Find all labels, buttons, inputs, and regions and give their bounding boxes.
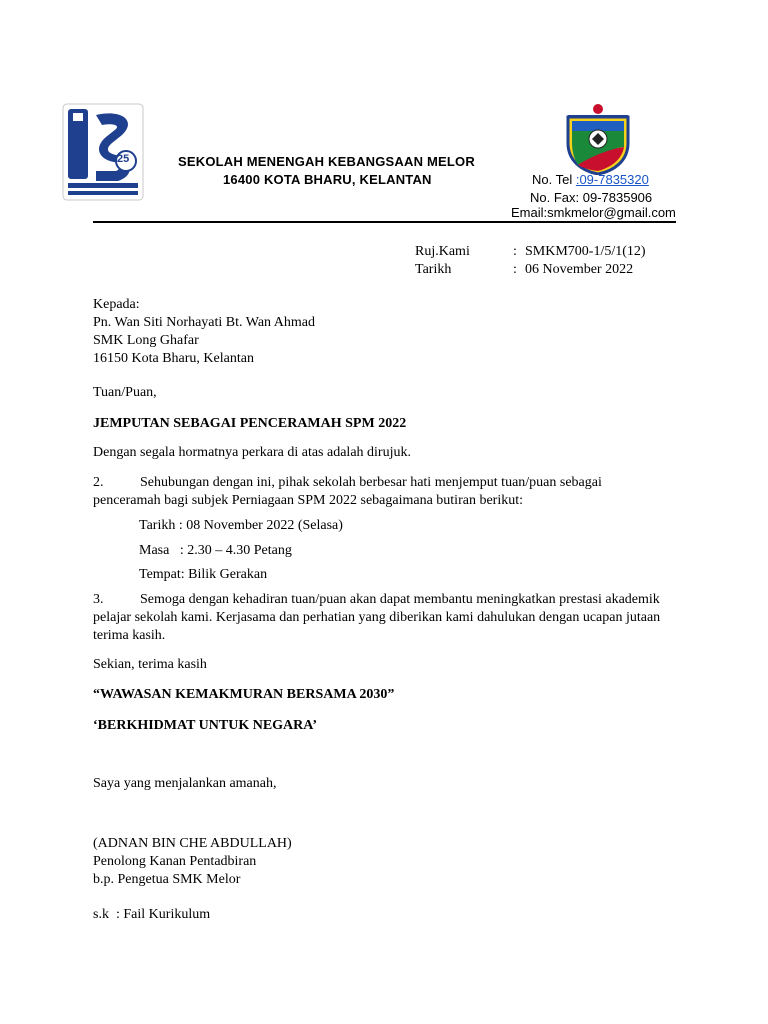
recipient-heading: Kepada:: [93, 297, 140, 312]
tel-link[interactable]: :09-7835320: [575, 172, 649, 187]
subject-heading: JEMPUTAN SEBAGAI PENCERAMAH SPM 2022: [93, 416, 407, 431]
detail-date: Tarikh : 08 November 2022 (Selasa): [139, 518, 343, 533]
cc-label: s.k: [93, 907, 109, 922]
school-transformation-logo-svg: [62, 103, 144, 201]
signatory-title: Penolong Kanan Pentadbiran: [93, 854, 257, 869]
recipient-school: SMK Long Ghafar: [93, 333, 199, 348]
recipient-name: Pn. Wan Siti Norhayati Bt. Wan Ahmad: [93, 315, 315, 330]
recipient-address: 16150 Kota Bharu, Kelantan: [93, 351, 254, 366]
paragraph-3-line-1: Semoga dengan kehadiran tuan/puan akan dapat membantu meningkatkan prestasi akademik: [140, 592, 660, 607]
school-name: SEKOLAH MENENGAH KEBANGSAAN MELOR: [178, 154, 475, 169]
closing: Sekian, terima kasih: [93, 657, 207, 672]
tarikh-value: 06 November 2022: [525, 262, 634, 277]
email-line: Email:smkmelor@gmail.com: [511, 205, 676, 220]
logo-badge-text: 25: [117, 153, 130, 165]
salutation: Tuan/Puan,: [93, 385, 157, 400]
paragraph-1: Dengan segala hormatnya perkara di atas adalah dirujuk.: [93, 445, 411, 460]
school-crest-logo: [564, 103, 632, 175]
paragraph-2-line-1: Sehubungan dengan ini, pihak sekolah berbesar hati menjemput tuan/puan sebagai: [140, 475, 602, 490]
school-crest-icon: [564, 103, 632, 175]
school-address: 16400 KOTA BHARU, KELANTAN: [223, 172, 432, 187]
paragraph-2-line-2: penceramah bagi subjek Perniagaan SPM 2022 sebagaimana butiran berikut:: [93, 493, 523, 508]
signatory-on-behalf: b.p. Pengetua SMK Melor: [93, 872, 241, 887]
ruj-value: SMKM700-1/5/1(12): [525, 244, 646, 259]
detail-time: Masa : 2.30 – 4.30 Petang: [139, 543, 292, 558]
signature-intro: Saya yang menjalankan amanah,: [93, 776, 277, 791]
signatory-name: (ADNAN BIN CHE ABDULLAH): [93, 836, 292, 851]
ruj-colon: :: [513, 244, 517, 259]
header-divider: [93, 221, 676, 223]
paragraph-3-line-3: terima kasih.: [93, 628, 166, 643]
tel-line: [532, 172, 649, 187]
tel-label: No. Tel: [532, 172, 576, 187]
motto-1: “WAWASAN KEMAKMURAN BERSAMA 2030”: [93, 687, 395, 702]
ruj-label: Ruj.Kami: [415, 244, 470, 259]
fax-line: No. Fax: 09-7835906: [530, 190, 653, 205]
cc-value: : Fail Kurikulum: [116, 907, 211, 922]
paragraph-3-line-2: pelajar sekolah kami. Kerjasama dan perhatian yang diberikan kami dahulukan dengan ucapan jutaan: [93, 610, 661, 625]
tarikh-colon: :: [513, 262, 517, 277]
motto-2: ‘BERKHIDMAT UNTUK NEGARA’: [93, 718, 318, 733]
tarikh-label: Tarikh: [415, 262, 452, 277]
school-transformation-logo: [62, 103, 144, 201]
paragraph-2-number: 2.: [93, 475, 104, 490]
paragraph-3-number: 3.: [93, 592, 104, 607]
detail-place: Tempat: Bilik Gerakan: [139, 567, 268, 582]
